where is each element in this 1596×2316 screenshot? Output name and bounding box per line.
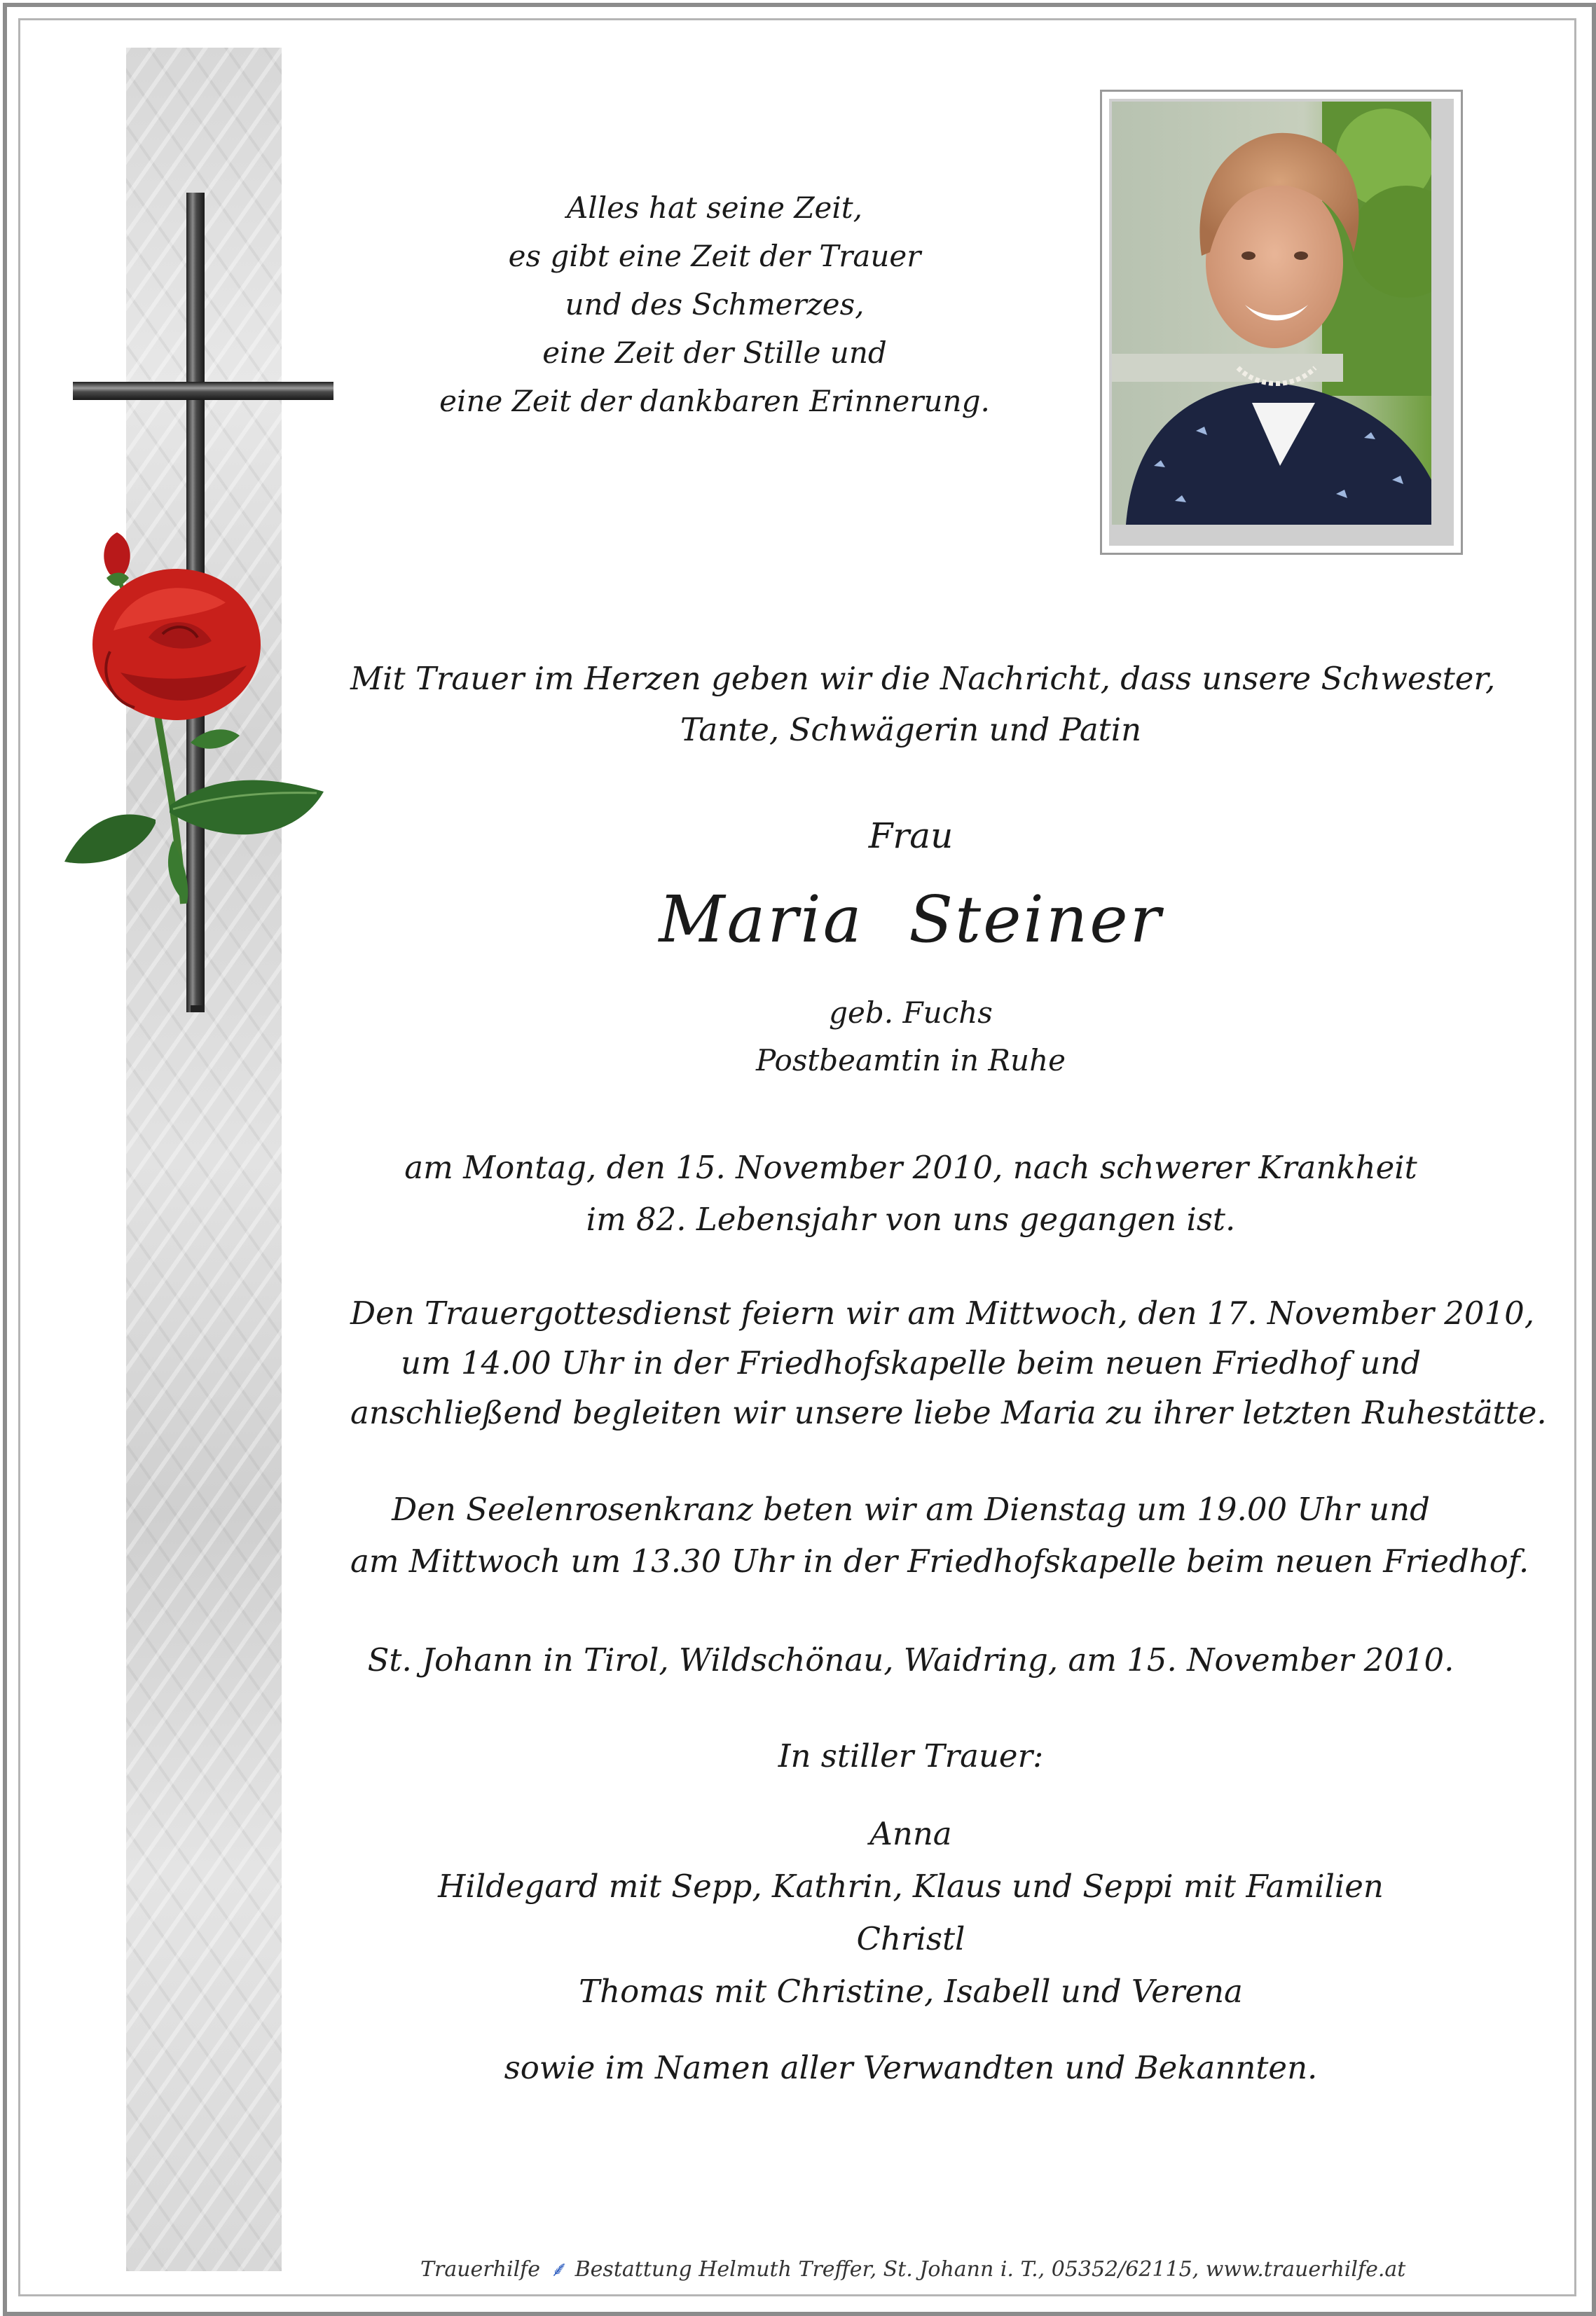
occupation: Postbeamtin in Ruhe — [755, 1043, 1066, 1077]
service-paragraph — [350, 1288, 1547, 1438]
rose-icon — [43, 511, 338, 932]
paragraph-line: Den Trauergottesdienst feiern wir am Mittwoch, den 17. November 2010, — [350, 1295, 1535, 1332]
intro-line: Mit Trauer im Herzen geben wir die Nachricht, dass unsere Schwester, — [350, 660, 1496, 697]
paragraph-line: am Mittwoch um 13.30 Uhr in der Friedhofskapelle beim neuen Friedhof. — [350, 1543, 1529, 1580]
rosary-paragraph — [350, 1484, 1529, 1587]
paragraph-line: im 82. Lebensjahr von uns gegangen ist. — [586, 1201, 1236, 1238]
footer — [420, 2256, 1406, 2284]
motto-line: es gibt eine Zeit der Trauer — [508, 239, 921, 273]
paragraph-line: am Montag, den 15. November 2010, nach schwerer Krankheit — [404, 1149, 1417, 1186]
footer-logo-icon: ⸙ — [549, 2257, 566, 2282]
mourner-name: Anna — [869, 1815, 952, 1852]
intro-line: Tante, Schwägerin und Patin — [680, 711, 1142, 748]
mourner-name: Hildegard mit Sepp, Kathrin, Klaus und Seppi mit Familien — [438, 1868, 1384, 1905]
closing-line: sowie im Namen aller Verwandten und Bekannten. — [504, 2049, 1318, 2086]
portrait-photo — [1112, 102, 1431, 525]
motto-line: eine Zeit der dankbaren Erinnerung. — [439, 384, 990, 418]
deceased-title: Frau — [868, 815, 954, 856]
mourner-name: Christl — [856, 1920, 965, 1957]
death-paragraph — [350, 1142, 1471, 1246]
paragraph-line: um 14.00 Uhr in der Friedhofskapelle beim neuen Friedhof und — [400, 1344, 1422, 1381]
motto-line: Alles hat seine Zeit, — [566, 191, 863, 225]
portrait-frame — [1100, 90, 1463, 555]
motto-line: und des Schmerzes, — [565, 287, 865, 322]
motto-verse — [392, 184, 1037, 425]
motto-line: eine Zeit der Stille und — [542, 336, 887, 370]
mourners-heading: In stiller Trauer: — [778, 1737, 1044, 1774]
mourner-name: Thomas mit Christine, Isabell und Verena — [579, 1973, 1243, 2010]
footer-brand: Trauerhilfe — [420, 2257, 541, 2282]
deceased-details — [631, 989, 1191, 1084]
maiden-name: geb. Fuchs — [829, 995, 993, 1030]
footer-details: Bestattung Helmuth Treffer, St. Johann i. T., 05352/62115, www.trauerhilfe.at — [575, 2257, 1406, 2282]
announcement-intro — [350, 653, 1496, 755]
mourners-list — [350, 1807, 1471, 2018]
paragraph-line: Den Seelenrosenkranz beten wir am Dienstag um 19.00 Uhr und — [392, 1491, 1430, 1528]
paragraph-line: anschließend begleiten wir unsere liebe Maria zu ihrer letzten Ruhestätte. — [350, 1394, 1547, 1431]
place-date: St. Johann in Tirol, Wildschönau, Waidring, am 15. November 2010. — [367, 1641, 1454, 1679]
deceased-name: Maria Steiner — [659, 882, 1163, 957]
